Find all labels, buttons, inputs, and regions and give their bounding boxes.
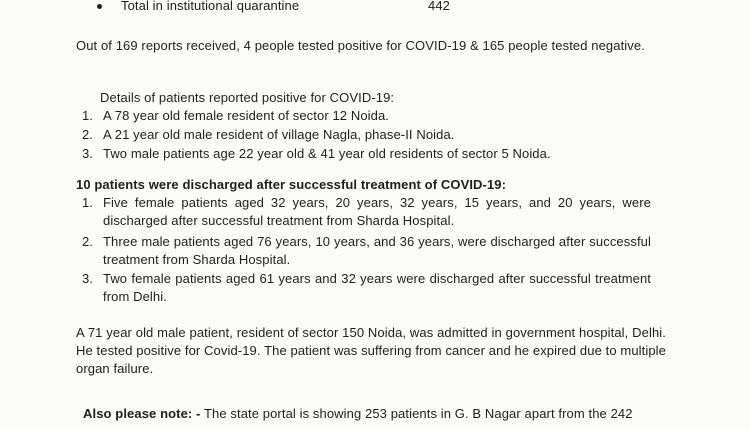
list-number: 2.	[82, 234, 93, 249]
also-note-label: Also please note: -	[83, 406, 201, 421]
list-number: 2.	[82, 127, 93, 142]
positive-item: Two male patients age 22 year old & 41 year old residents of sector 5 Noida.	[103, 146, 551, 161]
also-note-paragraph	[83, 405, 633, 423]
quarantine-label: Total in institutional quarantine	[121, 0, 300, 13]
discharged-section-heading: 10 patients were discharged after successful treatment of COVID-19:	[76, 177, 507, 192]
also-note-text: The state portal is showing 253 patients in G. B Nagar apart from the 242	[203, 406, 633, 421]
list-number: 1.	[82, 195, 93, 210]
positive-item: A 21 year old male resident of village Nagla, phase-II Noida.	[103, 127, 455, 142]
list-number: 3.	[82, 271, 93, 286]
positive-item: A 78 year old female resident of sector 12 Noida.	[103, 108, 390, 123]
list-number: 1.	[82, 108, 93, 123]
positive-section-heading: Details of patients reported positive for COVID-19:	[100, 90, 395, 105]
discharged-item: Five female patients aged 32 years, 20 years, 32 years, 15 years, and 20 years, were discharged after successful treatment from Sharda Hospital.	[103, 195, 651, 228]
reports-summary: Out of 169 reports received, 4 people tested positive for COVID-19 & 165 people tested negative.	[76, 38, 645, 53]
discharged-item: Three male patients aged 76 years, 10 years, and 36 years, were discharged after successful treatment from Sharda Hospital.	[103, 234, 651, 267]
death-note: A 71 year old male patient, resident of sector 150 Noida, was admitted in government hospital, Delhi. He tested positive for Covid-19. The patient was suffering from cancer and he expired due to multiple organ failure.	[76, 325, 666, 376]
discharged-item: Two female patients aged 61 years and 32 years were discharged after successful treatment from Delhi.	[103, 271, 651, 304]
quarantine-value: 442	[428, 0, 450, 13]
list-number: 3.	[82, 146, 93, 161]
bullet-point	[97, 4, 102, 9]
